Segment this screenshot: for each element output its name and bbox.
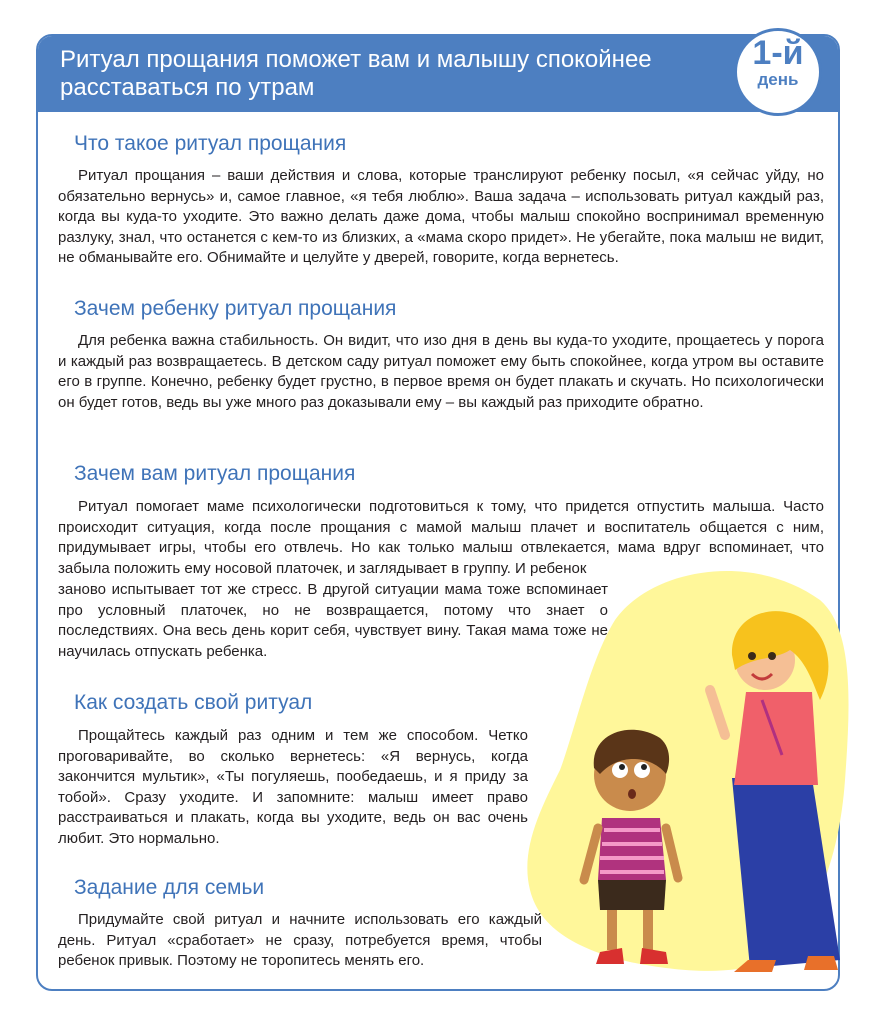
- mother-and-child-illustration: [520, 560, 850, 980]
- page-title: Ритуал прощания поможет вам и малышу спокойнее расставаться по утрам: [60, 46, 652, 101]
- section-text-what: Ритуал прощания – ваши действия и слова, которые транслируют ребенку посыл, «я сейчас уйду, но обязательно вернусь» и, самое главное, «я тебя люблю». Ваша задача – использовать ритуал каждый раз, когда вы куда-то уходите. Это важно делать даже дома, чтобы малыш спокойно воспринимал временную разлуку, знал, что останется с кем-то из близких, а «мама скоро придет». Не убегайте, пока малыш не видит, не обманывайте его. Обнимайте и целуйте у дверей, говорите, когда вернетесь.: [58, 167, 824, 267]
- section-title-task: Задание для семьи: [74, 876, 265, 899]
- day-badge: [734, 28, 822, 116]
- section-text-child: Для ребенка важна стабильность. Он видит, что изо дня в день вы куда-то уходите, прощаетесь у порога и каждый раз возвращаетесь. В детском саду ритуал поможет ему быть спокойнее, когда утром вы оставите его в группе. Конечно, ребенку будет грустно, в первое время он будет плакать и скучать. Но психологически он будет готов, ведь вы уже много раз доказывали ему – вы каждый раз приходите обратно.: [58, 332, 824, 411]
- section-title-child: Зачем ребенку ритуал прощания: [74, 297, 397, 320]
- day-badge-word: день: [757, 70, 799, 89]
- section-title-what: Что такое ритуал прощания: [74, 132, 347, 155]
- section-text-task: Придумайте свой ритуал и начните использовать его каждый день. Ритуал «сработает» не сразу, потребуется время, чтобы ребенок привык. Поэтому не торопитесь менять его.: [58, 911, 542, 970]
- day-badge-number: 1-й: [752, 34, 804, 72]
- section-title-parent: Зачем вам ритуал прощания: [74, 462, 356, 485]
- section-title-create: Как создать свой ритуал: [74, 691, 313, 714]
- section-text-create: Прощайтесь каждый раз одним и тем же способом. Четко проговаривайте, во сколько вернетесь: «Я вернусь, когда закончится мультик», «Ты погуляешь, пообедаешь, и я приду за тобой». Сразу уходите. И запомните: малыш имеет право расстраиваться и плакать, когда вы уходите, ведь он вас очень любит. Это нормально.: [58, 727, 528, 847]
- section-text-parent: Ритуал помогает маме психологически подготовиться к тому, что придется отпустить малыша. Часто происходит ситуация, когда после прощания с мамой малыш плачет и воспитатель общается с ним, придумывает игры, чтобы его отвлечь. Но как только малыш отвлекается, мама вдруг вспоминает, что забыла положить ему носовой платочек, и заглядывает в группу. И ребенок: [58, 498, 824, 577]
- section-text-parent-continued: заново испытывает тот же стресс. В другой ситуации мама тоже вспоминает про условный платочек, но не возвращается, потому что знает о последствиях. Она весь день корит себя, чувствует вину. Такая мама тоже не научилась отпускать ребенка.: [58, 581, 608, 660]
- header-banner: [38, 36, 838, 112]
